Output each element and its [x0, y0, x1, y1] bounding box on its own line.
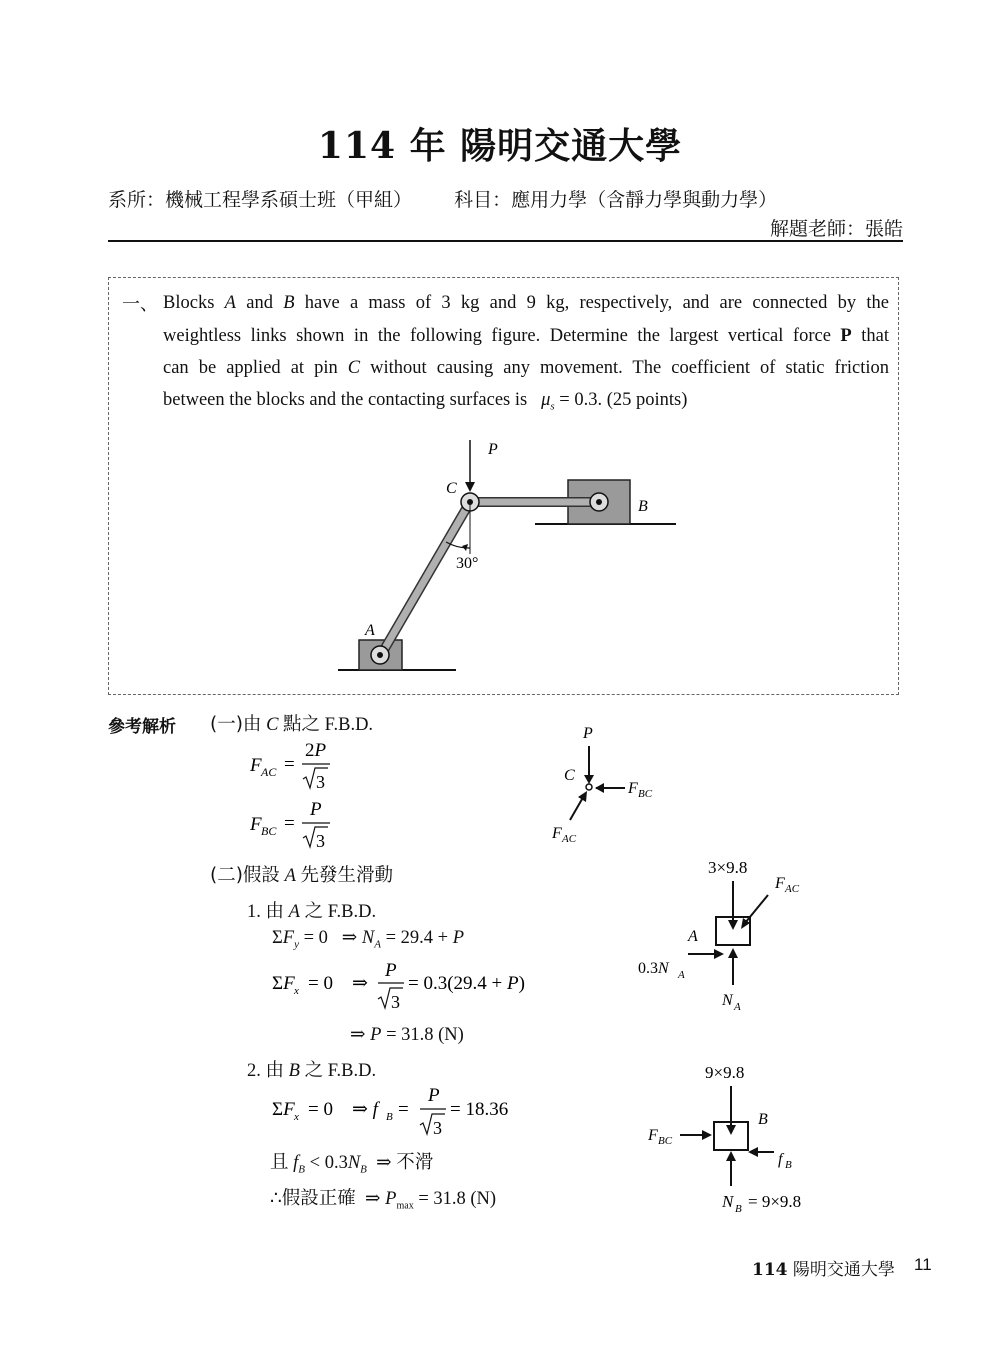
svg-text:P: P [310, 799, 322, 820]
label-a: A [365, 622, 375, 639]
svg-text:N: N [722, 992, 733, 1009]
teacher-label: 解題老師：張皓 [769, 218, 903, 240]
question-number: 一、 [122, 294, 158, 315]
step2-eq1 [270, 1082, 530, 1140]
svg-text:= 9×9.8: = 9×9.8 [748, 1192, 802, 1211]
part2-title: (二)假設 A 先發生滑動 [210, 865, 394, 886]
svg-text:F: F [648, 1127, 658, 1144]
svg-text:=: = [284, 754, 295, 775]
question-line-4: between the blocks and the contacting surfaces is $\mu_s = 0.3$. (25 points) [163, 390, 688, 413]
linkage-figure [320, 430, 700, 690]
svg-text:3: 3 [316, 772, 325, 792]
svg-text:B: B [386, 1111, 393, 1123]
step1-title: 1. 由 A 之 F.B.D. [247, 901, 377, 922]
exam-meta [108, 185, 813, 212]
svg-text:=: = [284, 813, 295, 834]
fbd-c-p: P [583, 725, 593, 742]
label-b: B [638, 498, 648, 515]
fbd-a-label: A [688, 928, 698, 945]
svg-text:B: B [735, 1203, 742, 1215]
fbd-c-pin [586, 784, 592, 790]
svg-text:BC: BC [638, 788, 653, 800]
fbd-b [640, 1058, 840, 1218]
step2-eq3: ∴假設正確 ⇒ $P_{max} = 31.8$ (N) [270, 1188, 497, 1212]
fbd-b-weight: 9×9.8 [705, 1063, 745, 1082]
svg-text:2P: 2P [305, 740, 327, 761]
step2-title: 2. 由 B 之 F.B.D. [247, 1060, 377, 1081]
svg-text:f: f [778, 1151, 783, 1168]
fbd-c [540, 720, 680, 855]
equation-fac [248, 738, 358, 794]
svg-text:ΣF: ΣF [272, 973, 295, 994]
svg-text:⇒: ⇒ [352, 973, 368, 994]
step1-eq3: ⇒ P = 31.8 (N) [350, 1025, 464, 1045]
fbd-a [630, 855, 830, 1020]
fbd-b-label: B [758, 1111, 768, 1128]
answer-label: 參考解析 [108, 717, 176, 737]
fbd-a-weight: 3×9.8 [708, 858, 748, 877]
svg-text:= 0: = 0 [308, 973, 333, 994]
svg-text:F: F [552, 825, 562, 842]
subject-label: 科目：應用力學（含靜力學與動力學） [454, 189, 778, 211]
question-line-1: Blocks A and B have a mass of 3 kg and 9 kg, respectively, and are connected by the [163, 293, 889, 313]
part1-title: (一)由 C 點之 F.B.D. [210, 714, 374, 735]
equation-fbc [248, 797, 358, 853]
svg-text:N: N [722, 1192, 734, 1211]
svg-text:3: 3 [391, 992, 400, 1012]
page-title: 114 年 陽明交通大學 [317, 125, 683, 167]
svg-text:A: A [734, 1001, 741, 1013]
footer-text: 114 陽明交通大學 [752, 1260, 895, 1280]
svg-text:P: P [385, 960, 397, 981]
step2-eq2: 且 $f_B < 0.3N_B$ ⇒ 不滑 [270, 1152, 434, 1176]
label-p: P [488, 441, 498, 458]
svg-text:3: 3 [433, 1118, 442, 1138]
angle-label: 30° [456, 555, 479, 572]
page-number: 11 [914, 1255, 932, 1274]
svg-text:BC: BC [658, 1135, 673, 1147]
svg-text:F: F [775, 875, 785, 892]
svg-text:3: 3 [316, 831, 325, 851]
svg-text:x: x [294, 1111, 299, 1123]
svg-text:AC: AC [261, 765, 277, 779]
svg-text:= 0.3(29.4 + P): = 0.3(29.4 + P) [408, 973, 525, 994]
header-divider [108, 240, 903, 242]
svg-text:0.3N: 0.3N [638, 960, 669, 977]
svg-text:= 0: = 0 [308, 1099, 333, 1120]
question-line-3: can be applied at pin C without causing any movement. The coefficient of static friction [163, 358, 889, 378]
question-line-2: weightless links shown in the following figure. Determine the largest vertical force P that [163, 326, 889, 346]
svg-text:F: F [250, 755, 262, 776]
svg-text:B: B [785, 1159, 792, 1171]
department-label: 系所：機械工程學系碩士班（甲組） [108, 189, 413, 211]
svg-text:=: = [398, 1099, 409, 1120]
step1-eq2 [270, 958, 550, 1014]
svg-text:ΣF: ΣF [272, 1099, 295, 1120]
step1-eq1: $\Sigma F_y = 0$ ⇒ $N_A = 29.4 + P$ [272, 928, 465, 951]
svg-text:A: A [678, 969, 685, 981]
svg-text:⇒ f: ⇒ f [352, 1099, 378, 1120]
svg-text:BC: BC [261, 824, 277, 838]
svg-text:F: F [250, 814, 262, 835]
svg-text:AC: AC [562, 833, 577, 845]
svg-text:x: x [294, 985, 299, 997]
svg-text:F: F [628, 780, 638, 797]
svg-text:= 18.36: = 18.36 [450, 1099, 509, 1120]
svg-text:P: P [428, 1085, 440, 1106]
fbd-c-c: C [564, 767, 575, 784]
svg-text:AC: AC [785, 883, 800, 895]
label-c: C [446, 480, 457, 497]
